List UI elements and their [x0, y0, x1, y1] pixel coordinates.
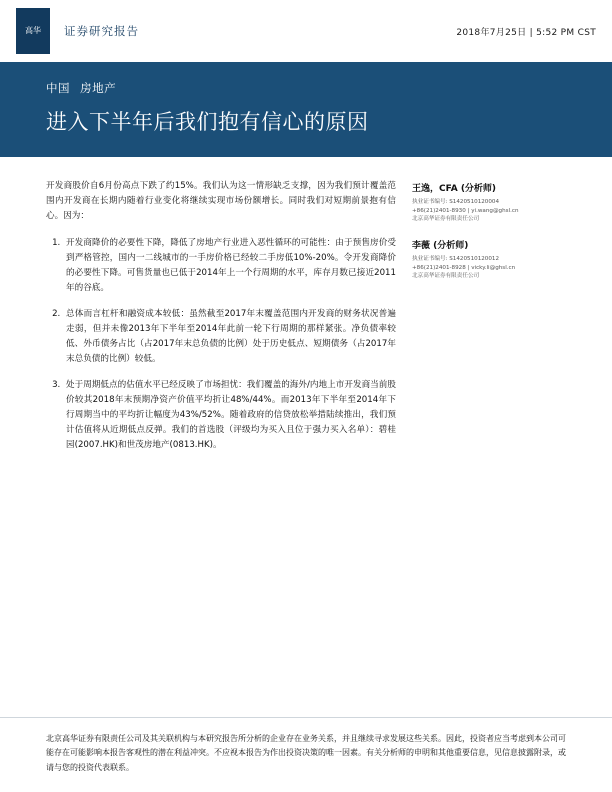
analyst-contact: 执业证书编号: S1420510120004 +86(21)2401-8930 | yi.wang@ghsl.cn 北京高华证券有限责任公司 [412, 199, 519, 223]
report-body [0, 157, 612, 465]
company-logo: 高华 [16, 8, 50, 54]
document-type-label: 证券研究报告 [64, 24, 139, 38]
publication-timestamp: 2018年7月25日 | 5:52 PM CST [456, 27, 596, 38]
analyst-name: 王逸，CFA (分析师) [412, 184, 497, 194]
report-eyebrow [46, 80, 588, 96]
disclosure-text: 北京高华证券有限责任公司及其关联机构与本研究报告所分析的企业存在业务关系，并且继续寻求发展这些关系。因此，投资者应当考虑到本公司可能存在可能影响本报告客观性的潜在利益冲突。不应视本报告为作出投资决策的唯一因素。有关分析师的申明和其他重要信息，见信息披露附录，或请与您的投资代表联系。 [46, 733, 566, 773]
analyst-contact: 执业证书编号: S1420510120012 +86(21)2401-8928 | vicky.li@ghsl.cn 北京高华证券有限责任公司 [412, 255, 516, 280]
key-points-list [46, 236, 396, 453]
main-text-column [46, 179, 396, 465]
report-header-band [0, 62, 612, 157]
list-item: 3. 处于周期低点的估值水平已经反映了市场担忧：我们覆盖的海外/内地上市开发商当前股价较其2018年末预期净资产价值平均折让48%/44%。而2013年下半年至2014年下行周期当中的平均折让幅度为43%/52%。随着政府的信贷放松举措陆续推出，我们预计估值将从近期低点反弹。我们的首选股（评级均为买入且位于强力买入名单）：碧桂园(2007.HK)和世茂房地产(0813.HK)。 [63, 378, 396, 453]
analyst-name: 李薇 (分析师) [412, 240, 469, 251]
analyst-column [412, 179, 572, 465]
report-sector: 房地产 [80, 81, 117, 95]
list-item: 1. 开发商降价的必要性下降，降低了房地产行业进入恶性循环的可能性：由于预售房价受到严格管控，国内一二线城市的一手房价格已经较二手房低10%-20%。令开发商降价的必要性下降。可售货量也已低于2014年上一个行周期的水平，库存月数已接近2011年的谷底。 [63, 236, 396, 296]
lead-paragraph: 开发商股价自6月份高点下跌了约15%。我们认为这一情形缺乏支撑，因为我们预计覆盖范围内开发商在长期内随着行业变化将继续实现市场份额增长。同时我们对短期前景抱有信心。因为： [46, 181, 396, 222]
analyst-entry [412, 181, 572, 224]
top-bar [0, 0, 612, 62]
analyst-entry [412, 238, 572, 281]
report-country: 中国 [46, 81, 70, 95]
disclosure-footer [0, 717, 612, 792]
list-item: 2. 总体而言杠杆和融资成本较低：虽然截至2017年末覆盖范围内开发商的财务状况普遍走弱，但并未像2013年下半年至2014年此前一轮下行周期的那样紧张。净负债率较低、外币债务占比（占2017年末总负债的比例）处于历史低点、短期债务（占2017年末总负债的比例）较低。 [63, 307, 396, 367]
report-title: 进入下半年后我们抱有信心的原因 [46, 110, 369, 134]
